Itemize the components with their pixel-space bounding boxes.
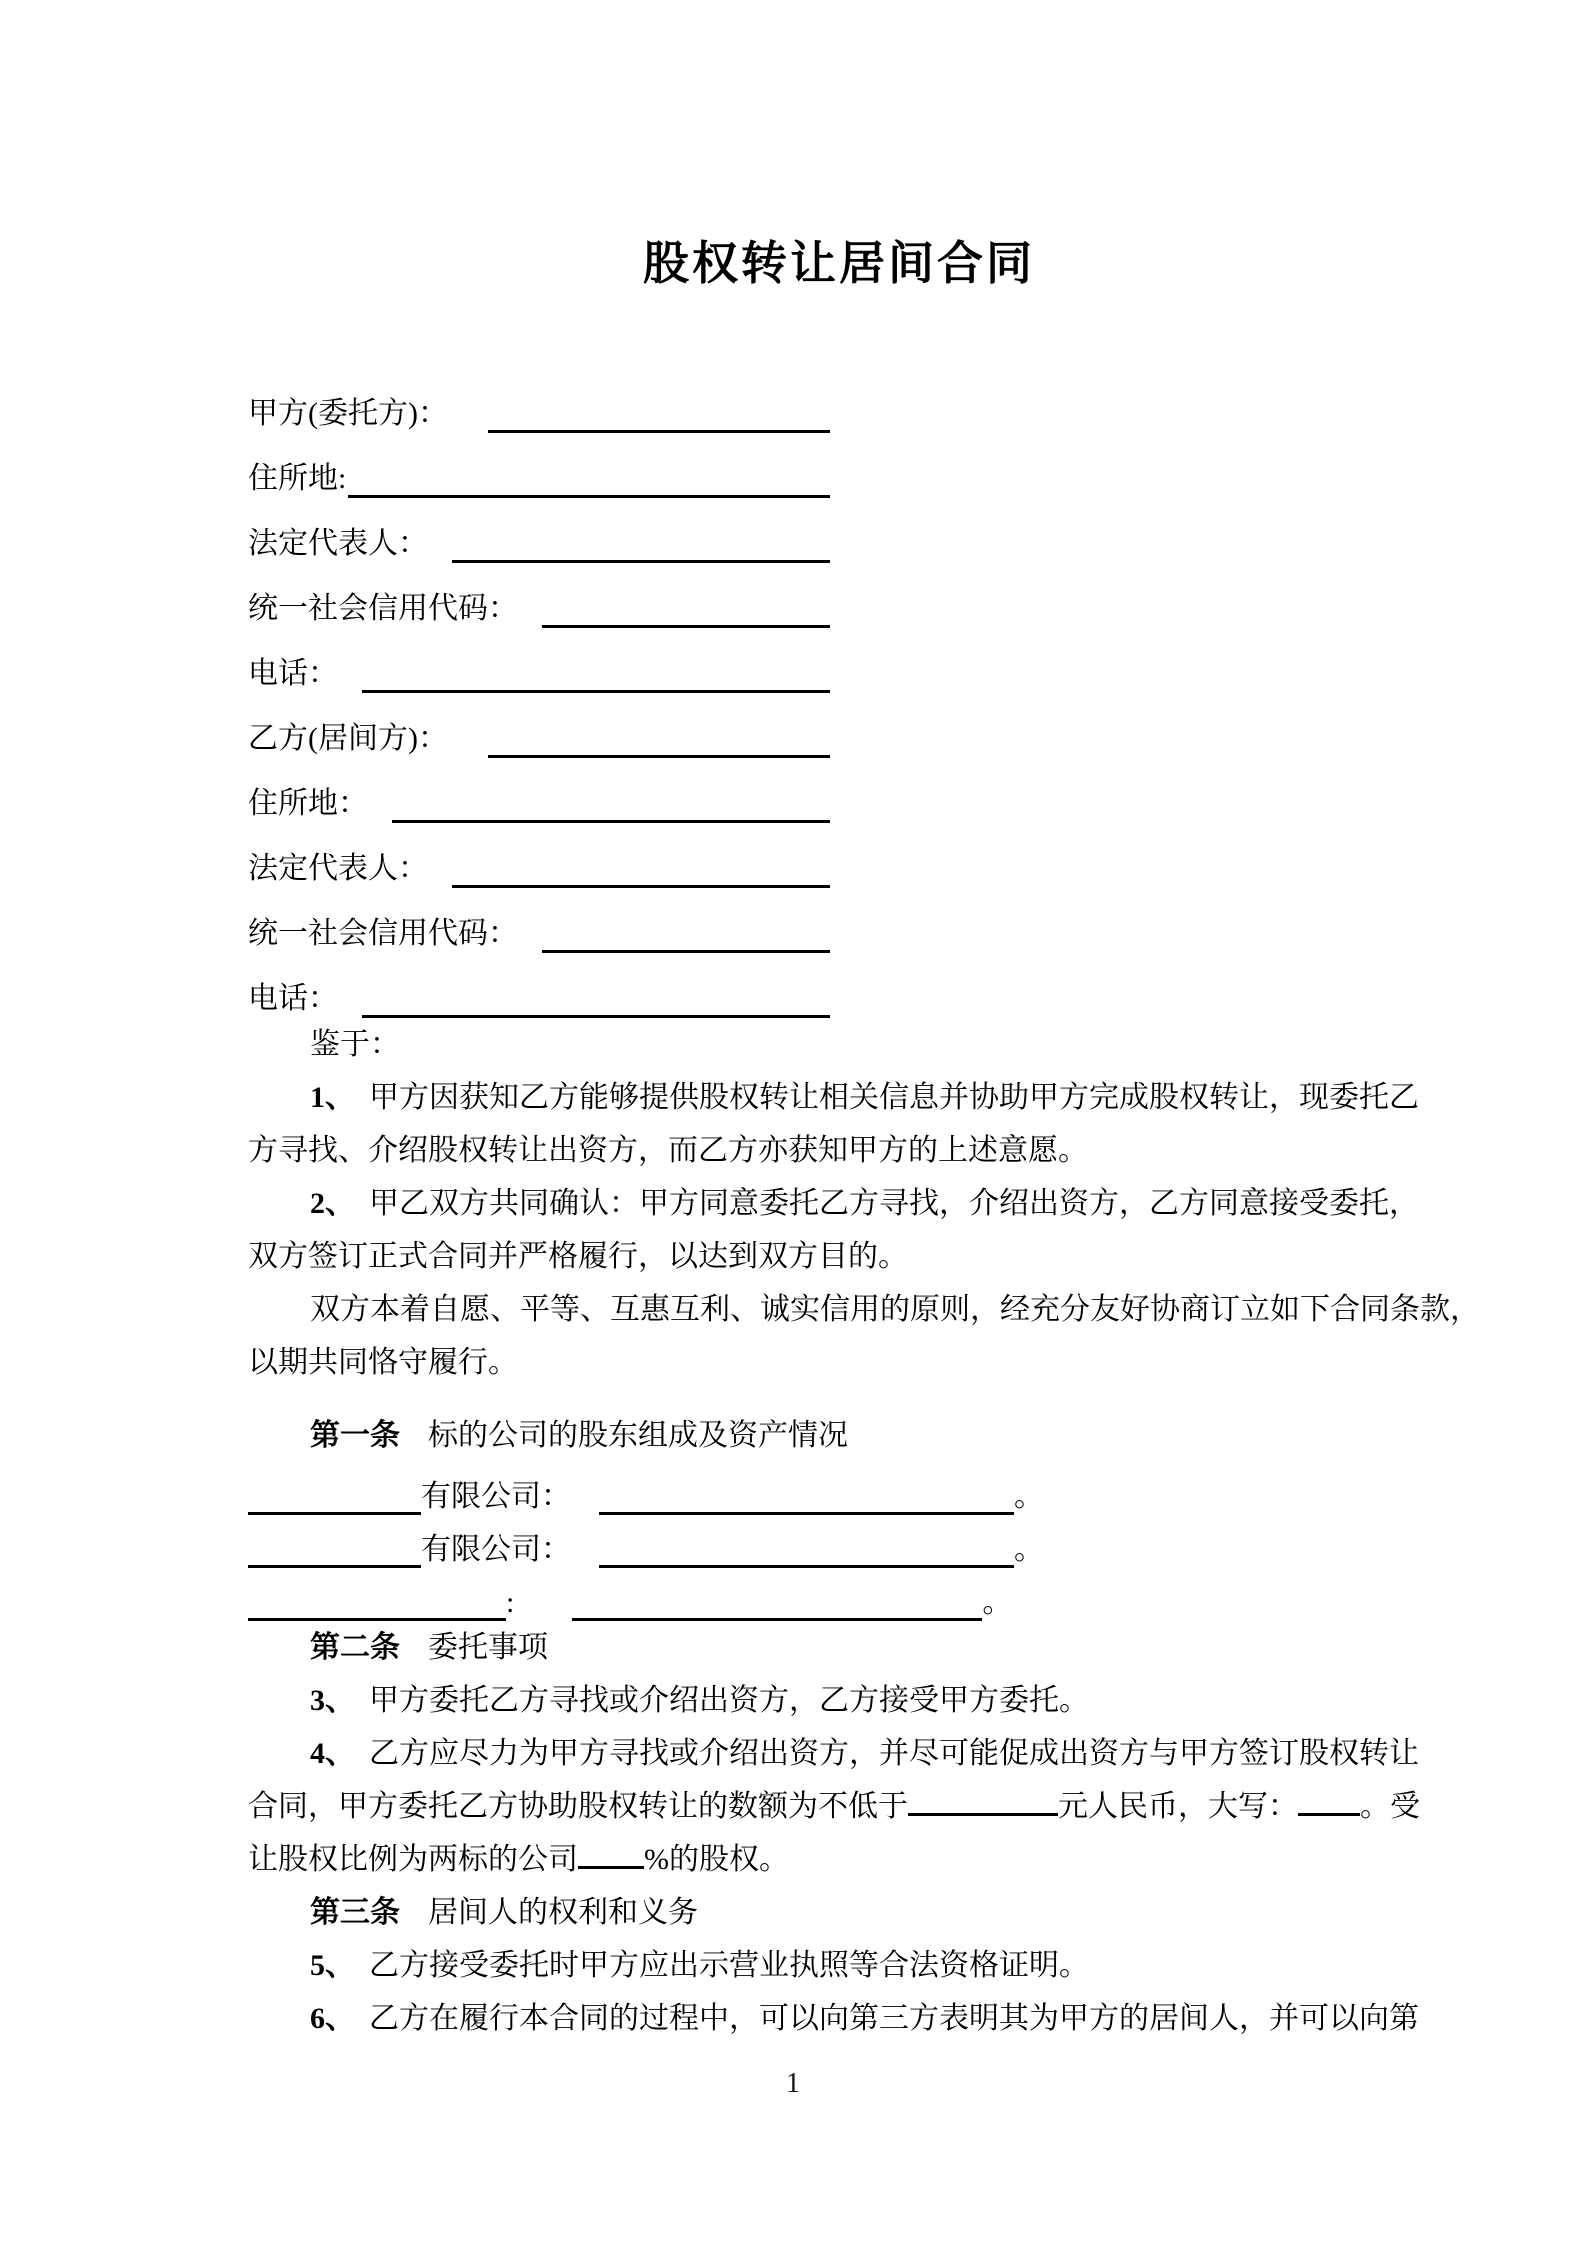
party-a-credit-code-row <box>248 563 830 628</box>
item5-text: 乙方接受委托时甲方应出示营业执照等合法资格证明。 <box>369 1949 1089 1982</box>
company-1-name-blank <box>248 1506 421 1515</box>
company-3-detail-blank <box>572 1612 982 1621</box>
pledge-line2: 以期共同恪守履行。 <box>248 1346 518 1379</box>
item3-text: 甲方委托乙方寻找或介绍出资方，乙方接受甲方委托。 <box>369 1684 1089 1717</box>
article2-number: 第二条 <box>310 1631 400 1664</box>
party-b-credit-code-blank <box>542 944 830 953</box>
company-3-period: 。 <box>982 1586 1013 1619</box>
item4-text2c: 。受 <box>1360 1790 1420 1823</box>
party-a-phone-blank <box>362 684 830 693</box>
article3-heading <box>248 1886 1430 1939</box>
item6-text: 乙方在履行本合同的过程中，可以向第三方表明其为甲方的居间人，并可以向第 <box>369 2002 1419 2035</box>
party-b-credit-code-row <box>248 888 830 953</box>
whereas-item2-line2: 双方签订正式合同并严格履行，以达到双方目的。 <box>248 1240 908 1273</box>
whereas-item1-line2: 方寻找、介绍股权转让出资方，而乙方亦获知甲方的上述意愿。 <box>248 1134 1088 1167</box>
company-2-detail-blank <box>599 1559 1014 1568</box>
whereas-item2-text1: 甲乙双方共同确认：甲方同意委托乙方寻找，介绍出资方，乙方同意接受委托， <box>369 1187 1419 1220</box>
party-a-credit-code-blank <box>542 619 830 628</box>
party-a-address-blank <box>348 489 830 498</box>
equity-percentage-blank <box>578 1836 644 1869</box>
party-b-fields <box>248 693 830 1018</box>
party-b-legal-rep-label: 法定代表人： <box>248 852 428 885</box>
party-b-phone-blank <box>362 1009 830 1018</box>
item4-number: 4、 <box>310 1737 355 1770</box>
amount-blank <box>908 1783 1058 1816</box>
item6-number: 6、 <box>310 2002 355 2035</box>
company-row-2 <box>248 1515 1430 1568</box>
item6-line1 <box>248 1992 1430 2045</box>
party-a-address-label: 住所地: <box>248 462 347 495</box>
party-b-credit-code-label: 统一社会信用代码： <box>248 917 518 950</box>
party-a-credit-code-label: 统一社会信用代码： <box>248 592 518 625</box>
party-b-name-blank <box>488 749 830 758</box>
contract-body <box>248 1018 1480 2045</box>
item4-line2 <box>248 1780 1430 1833</box>
party-a-phone-row <box>248 628 830 693</box>
party-b-address-label: 住所地： <box>248 787 368 820</box>
amount-in-words-blank <box>1298 1783 1360 1816</box>
company-3-colon: : <box>506 1586 515 1619</box>
item4-text2a: 合同，甲方委托乙方协助股权转让的数额为不低于 <box>248 1790 908 1823</box>
page-number: 1 <box>786 2068 800 2099</box>
company-1-detail-blank <box>599 1506 1014 1515</box>
party-a-legal-rep-label: 法定代表人： <box>248 527 428 560</box>
company-2-name-blank <box>248 1559 421 1568</box>
document-title: 股权转让居间合同 <box>643 238 1035 289</box>
party-a-fields <box>248 368 830 693</box>
whereas-item2-number: 2、 <box>310 1187 355 1220</box>
party-a-name-blank <box>488 424 830 433</box>
item5-number: 5、 <box>310 1949 355 1982</box>
party-a-address-row <box>248 433 830 498</box>
item4-line3 <box>248 1833 1430 1886</box>
party-b-address-row <box>248 758 830 823</box>
party-a-name-row <box>248 368 830 433</box>
article3-number: 第三条 <box>310 1896 400 1929</box>
pledge-line1: 双方本着自愿、平等、互惠互利、诚实信用的原则，经充分友好协商订立如下合同条款， <box>310 1293 1480 1326</box>
party-b-name-row <box>248 693 830 758</box>
article1-title: 标的公司的股东组成及资产情况 <box>428 1419 848 1452</box>
section-spacer <box>248 1389 1430 1409</box>
company-3-name-blank <box>248 1612 506 1621</box>
whereas-item1-text1: 甲方因获知乙方能够提供股权转让相关信息并协助甲方完成股权转让，现委托乙 <box>369 1081 1419 1114</box>
item4-text3b: %的股权。 <box>644 1843 789 1876</box>
party-b-legal-rep-blank <box>452 879 830 888</box>
article1-heading <box>248 1409 1430 1462</box>
party-b-phone-label: 电话： <box>248 982 338 1015</box>
item4-line1 <box>248 1727 1430 1780</box>
article3-title: 居间人的权利和义务 <box>428 1896 698 1929</box>
item4-text1: 乙方应尽力为甲方寻找或介绍出资方，并尽可能促成出资方与甲方签订股权转让 <box>369 1737 1419 1770</box>
item4-text2b: 元人民币，大写： <box>1058 1790 1298 1823</box>
party-a-legal-rep-row <box>248 498 830 563</box>
party-a-phone-label: 电话： <box>248 657 338 690</box>
article2-heading <box>248 1621 1430 1674</box>
item4-text3a: 让股权比例为两标的公司 <box>248 1843 578 1876</box>
party-b-legal-rep-row <box>248 823 830 888</box>
whereas-label: 鉴于： <box>310 1028 400 1061</box>
company-row-3 <box>248 1568 1430 1621</box>
article1-number: 第一条 <box>310 1419 400 1452</box>
company-2-suffix: 有限公司： <box>421 1533 571 1566</box>
item5-line1 <box>248 1939 1430 1992</box>
whereas-item1-line1 <box>248 1071 1430 1124</box>
whereas-item2-line1 <box>248 1177 1430 1230</box>
party-a-legal-rep-blank <box>452 554 830 563</box>
company-2-period: 。 <box>1014 1533 1044 1566</box>
party-b-name-label: 乙方(居间方)： <box>248 722 448 755</box>
item3-number: 3、 <box>310 1684 355 1717</box>
item3-line1 <box>248 1674 1430 1727</box>
party-b-phone-row <box>248 953 830 1018</box>
article2-title: 委托事项 <box>428 1631 548 1664</box>
party-a-name-label: 甲方(委托方)： <box>248 397 448 430</box>
company-1-period: 。 <box>1014 1480 1044 1513</box>
company-1-suffix: 有限公司： <box>421 1480 571 1513</box>
whereas-item1-number: 1、 <box>310 1081 355 1114</box>
company-row-1 <box>248 1462 1430 1515</box>
party-b-address-blank <box>392 814 830 823</box>
